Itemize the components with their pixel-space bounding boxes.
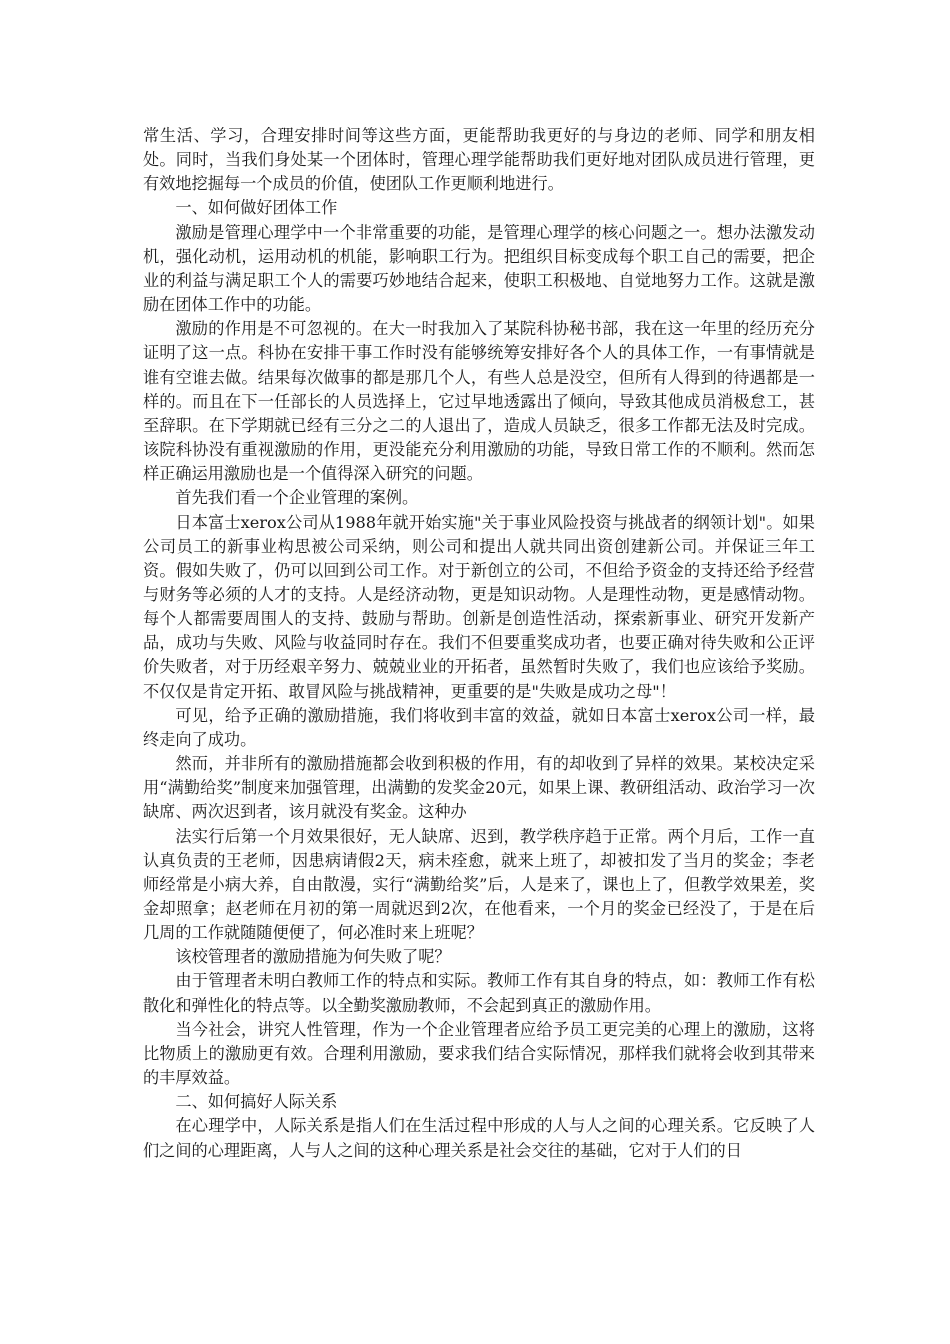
paragraph: 然而，并非所有的激励措施都会收到积极的作用，有的却收到了异样的效果。某校决定采用“满勤给奖”制度来加强管理，出满勤的发奖金20元，如果上课、教研组活动、政治学习一次缺席、两次迟到者，该月就没有奖金。这种办 bbox=[143, 754, 815, 822]
paragraph: 日本富士xerox公司从1988年就开始实施"关于事业风险投资与挑战者的纲领计划"。如果公司员工的新事业构思被公司采纳，则公司和提出人就共同出资创建新公司。并保证三年工资。假如失败了，仍可以回到公司工作。对于新创立的公司，不但给予资金的支持还给予经营与财务等必须的人才的支持。人是经济动物，更是知识动物。人是理性动物，更是感情动物。每个人都需要周围人的支持、鼓励与帮助。创新是创造性活动，探索新事业、研究开发新产品，成功与失败、风险与收益同时存在。我们不但要重奖成功者，也要正确对待失败和公正评价失败者，对于历经艰辛努力、兢兢业业的开拓者，虽然暂时失败了，我们也应该给予奖励。不仅仅是肯定开拓、敢冒风险与挑战精神，更重要的是"失败是成功之母"！ bbox=[143, 512, 815, 701]
document-body bbox=[143, 124, 815, 1163]
paragraph: 该校管理者的激励措施为何失败了呢？ bbox=[175, 947, 451, 967]
paragraph: 由于管理者未明白教师工作的特点和实际。教师工作有其自身的特点，如：教师工作有松散化和弹性化的特点等。以全勤奖激励教师，不会起到真正的激励作用。 bbox=[143, 971, 815, 1015]
paragraph: 在心理学中，人际关系是指人们在生活过程中形成的人与人之间的心理关系。它反映了人们之间的心理距离，人与人之间的这种心理关系是社会交往的基础，它对于人们的日 bbox=[143, 1116, 815, 1160]
paragraph: 法实行后第一个月效果很好，无人缺席、迟到，教学秩序趋于正常。两个月后，工作一直认真负责的王老师，因患病请假2天，病未痊愈，就来上班了，却被扣发了当月的奖金；李老师经常是小病大养，自由散漫，实行“满勤给奖”后，人是来了，课也上了，但教学效果差，奖金却照拿；赵老师在月初的第一周就迟到2次，在他看来，一个月的奖金已经没了，于是在后几周的工作就随随便便了，何必准时来上班呢？ bbox=[143, 826, 815, 943]
paragraph: 可见，给予正确的激励措施，我们将收到丰富的效益，就如日本富士xerox公司一样，最终走向了成功。 bbox=[143, 705, 815, 749]
paragraph: 首先我们看一个企业管理的案例。 bbox=[175, 488, 419, 508]
section-heading-2: 二、如何搞好人际关系 bbox=[175, 1092, 338, 1112]
paragraph: 激励是管理心理学中一个非常重要的功能，是管理心理学的核心问题之一。想办法激发动机，强化动机，运用动机的机能，影响职工行为。把组织目标变成每个职工自己的需要，把企业的利益与满足职工个人的需要巧妙地结合起来，使职工积极地、自觉地努力工作。这就是激励在团体工作中的功能。 bbox=[143, 222, 815, 315]
paragraph: 当今社会，讲究人性管理，作为一个企业管理者应给予员工更完美的心理上的激励，这将比物质上的激励更有效。合理利用激励，要求我们结合实际情况，那样我们就将会收到其带来的丰厚效益。 bbox=[143, 1019, 815, 1088]
section-heading-1: 一、如何做好团体工作 bbox=[175, 198, 338, 218]
paragraph: 激励的作用是不可忽视的。在大一时我加入了某院科协秘书部，我在这一年里的经历充分证明了这一点。科协在安排干事工作时没有能够统筹安排好各个人的具体工作，一有事情就是谁有空谁去做。结果每次做事的都是那几个人，有些人总是没空，但所有人得到的待遇都是一样的。而且在下一任部长的人员选择上，它过早地透露出了倾向，导致其他成员消极怠工，甚至辞职。在下学期就已经有三分之二的人退出了，造成人员缺乏，很多工作都无法及时完成。该院科协没有重视激励的作用，更没能充分利用激励的功能，导致日常工作的不顺利。然而怎样正确运用激励也是一个值得深入研究的问题。 bbox=[143, 319, 815, 484]
paragraph-continuation: 常生活、学习，合理安排时间等这些方面，更能帮助我更好的与身边的老师、同学和朋友相处。同时，当我们身处某一个团体时，管理心理学能帮助我们更好地对团队成员进行管理，更有效地挖掘每一个成员的价值，使团队工作更顺利地进行。 bbox=[143, 126, 815, 194]
